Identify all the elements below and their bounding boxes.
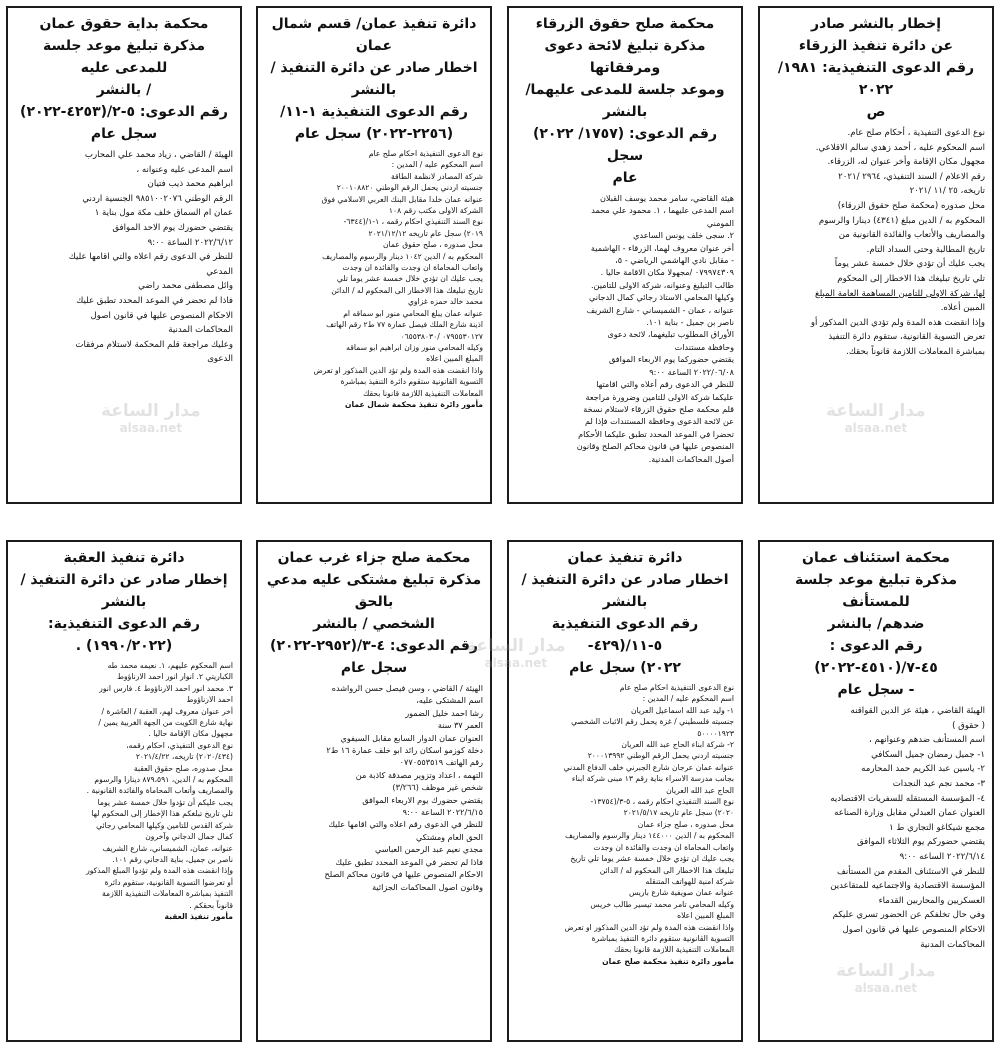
body-line: المحاكمات المدنية [168, 325, 233, 336]
body-line: العمر ٣٧ سنة [437, 720, 483, 731]
body-line: شركة القدس للتامين وكيلها المحامي رجائي [96, 820, 233, 830]
notice-heading [516, 13, 734, 189]
heading-line: إخطار صادر عن دائرة التنفيذ / بالنشر [20, 572, 228, 610]
body-line: ٢٠٢٢/٠٦/٠٨ الساعة ٩:٠٠ [649, 366, 734, 377]
body-line: نوع الدعوى التنفيذية ، أحكام صلح عام. [847, 128, 985, 138]
body-line: يجب عليك ان تؤدي خلال خمسة عشر يوما تلي [336, 274, 483, 284]
body-line: مجمع شيكاغو التجاري ط ١ [889, 822, 985, 833]
body-line: عنوانه عمان يبلغ المحامي منور ابو سماقه ام [343, 308, 483, 318]
body-line: واذا انقضت هذه المدة ولم تؤد الدين المذكور او تعرض [313, 365, 483, 375]
body-line: شركة المصادر لانظمة الطاقة [390, 171, 483, 181]
case-number: رقم الدعوى التنفيذية: [48, 616, 200, 632]
body-line: المومني [706, 217, 734, 228]
body-line: ٢- شركة ابناء الحاج عبد الله العريان [621, 740, 734, 750]
body-line: وإذا انقضت هذه المدة ولم تؤدوا المبلغ المذكور [86, 866, 233, 876]
signature-line: مأمور دائرة تنفيذ محكمة شمال عمان [345, 399, 483, 409]
watermark-arabic: مدار الساعة [466, 636, 566, 656]
notice-body [767, 704, 985, 952]
heading-line: مذكرة تبليغ لائحة دعوى ومرفقاتها [544, 38, 706, 76]
body-line: تلي تاريخ تبليغك هذا الاخطار إلى المحكوم [837, 273, 985, 284]
body-line: المحاكمات المدنية [920, 939, 985, 950]
case-number: رقم الدعوى التنفيذية: ١٩٨١/ ٢٠٢٢ [777, 60, 975, 98]
body-line: الاحكام المنصوص عليها في قانون اصول [842, 924, 985, 935]
body-line: اذينة شارع الملك فيصل عمارة ٧٧ ط٢ رقم الهاتف [326, 320, 483, 330]
notice-heading [767, 547, 985, 701]
body-line: بجانب مدرسة الاسراء بناية رقم ١٣ مبنى شركة ابناء [571, 774, 734, 784]
body-line: ٢. سجى خلف يونس الساعدي [633, 230, 734, 241]
body-line: للنظر في الدعوى رقم اعلاه والتي اقامها عليك [328, 819, 483, 830]
body-line: نوع الدعوى التنفيذية احكام صلح عام [368, 149, 483, 158]
heading-line: محكمة استئناف عمان [802, 550, 950, 566]
body-line: المبلغ المبين اعلاه [677, 911, 734, 921]
body-line: عليكما شركة الاولى للتامين وضرورة مراجعة [585, 391, 734, 402]
body-line: المعاملات التنفيذية اللازمة قانونا بحقك [614, 945, 734, 955]
body-line: ( حقوق ) [952, 720, 985, 731]
signature-line: مأمور دائرة تنفيذ محكمة صلح عمان [602, 956, 734, 966]
notice-body [265, 148, 483, 410]
notice-heading [15, 13, 233, 145]
body-line: جنسيته اردني يحمل الرقم الوطني ٢٠٠٠١٣٩٩٢ [587, 751, 734, 761]
body-line: المدعي [206, 266, 233, 277]
notice-execution-north-amman [256, 6, 492, 504]
body-line: الهيئة / القاضي ، زياد محمد علي المحارب [84, 150, 233, 160]
body-line: اسم المشتكى عليه، [416, 695, 483, 706]
body-line: الكباريتي ٢. انوار انور احمد الارناؤوط [116, 672, 233, 682]
body-line: يجب عليكم أن تؤدوا خلال خمسة عشر يوما [97, 797, 233, 807]
body-line: نوع الدعوى التنفيذية احكام صلح عام [619, 683, 734, 692]
body-line: التنفيذ بمباشرة المعاملات التنفيذية اللازمة [101, 889, 233, 899]
body-line: ٢٠٢٢/٦/١٤ الساعه ٩:٠٠ [899, 851, 985, 862]
watermark-latin: alsaa.net [854, 981, 918, 995]
heading-line: اخطار صادر عن دائرة التنفيذ / بالنشر [521, 572, 729, 610]
body-line: الاحكام المنصوص عليها في قانون اصول [90, 310, 233, 321]
notice-appeal-amman [758, 540, 994, 1042]
body-line: والمصاريف والأتعاب والفائدة القانونية من [838, 230, 985, 241]
body-line: (٢٠٢٠/٤٣٤) تاريخه، ٢٠٢١/٤/٢٢ [135, 752, 233, 762]
body-line: وإذا انقضت هذه المدة ولم تؤدي الدين المذكور أو [810, 317, 985, 328]
body-line: عمان ام السماق خلف مكة مول بناية ١ [94, 208, 233, 219]
body-line: شخص غير موظف (٣/٢٦٦) [392, 782, 483, 793]
body-line: ١- جميل رمضان جميل السكافي [871, 749, 985, 760]
body-line: نهاية شارع الكويت من الجهة الغربية يمين / [98, 718, 233, 728]
body-line: المحكوم به / الدين مبلغ (٤٣٤١) دينارا والرسوم [818, 215, 985, 226]
body-line: الشركة الاولى مكتب رقم ١٠٨ [388, 206, 483, 216]
body-line: عنوانه، عمان، الشميساني، شارع الشريف [102, 843, 233, 853]
body-line: بمباشرة المعاملات اللازمة قانوناً بحقك. [846, 346, 985, 357]
body-line: ٢- ياسين عبد الكريم حمد المحارمه [861, 764, 985, 775]
body-line: المحكوم به / الدين ١٠٤٢ دينار والرسوم والمصاريف [322, 251, 483, 261]
case-number: رقم الدعوى: ٤-٣/(٢٩٥٢-٢٠٢٢) [270, 638, 478, 654]
notice-first-instance-amman [6, 6, 242, 504]
heading-line: دائرة تنفيذ العقبة [63, 550, 185, 566]
body-line: يقتضي حضوركم يوم الثلاثاء الموافق [856, 837, 985, 848]
watermark-latin: alsaa.net [119, 421, 183, 435]
body-line: ٢٠٢٢/٦/١٢ الساعة ٩:٠٠ [147, 237, 233, 248]
body-line: احمد الارناؤوط [186, 695, 233, 705]
body-line: يقتضي حضوركما يوم الاربعاء الموافق [608, 354, 734, 365]
body-line: الهيئة / القاضي ، وسن فيصل حسن الرواشده [331, 683, 483, 693]
body-line: ابراهيم محمد ذيب فتيان [147, 179, 233, 190]
heading-line: إخطار بالنشر صادر [810, 16, 942, 32]
notice-heading [767, 13, 985, 123]
body-line: ٣- محمد نجم عيد النجدات [892, 778, 985, 789]
body-line: يقتضي حضورك يوم الاحد الموافق [112, 222, 233, 233]
heading-line: وموعد جلسة للمدعى عليهما/بالنشر [525, 82, 725, 120]
body-line: الهيئة القاضي ، هيئة عز الدين القواقنه [850, 706, 985, 716]
body-line: اسم المدعى عليه وعنوانه ، [136, 164, 233, 175]
body-line: ٤- المؤسسة المستقله للسفريات الاقتصاديه [830, 793, 985, 804]
body-line: جنسيته اردني يحمل الرقم الوطني ٢٠٠١٠٨٨٢٠ [336, 183, 483, 193]
body-line: تاريخ المطالبة وحتى السداد التام. [866, 244, 985, 255]
watermark-arabic: مدار الساعة [826, 401, 926, 421]
body-line: والمصاريف وأتعاب المحاماة والفائدة القانونية . [86, 786, 233, 796]
case-number: رقم الدعوى: (١٧٥٧/ ٢٠٢٢) سجل [532, 126, 718, 164]
notice-body [15, 660, 233, 922]
body-line: الاحكام المنصوص عليها في قانون محاكم الصلح [324, 869, 483, 880]
heading-line: عن دائرة تنفيذ الزرقاء [798, 38, 954, 54]
heading-line: دائرة تنفيذ عمان/ قسم شمال عمان [271, 16, 477, 54]
body-line: شركة امنية للهواتف المتنقله [645, 876, 734, 886]
notice-heading [516, 547, 734, 679]
body-line: مجهول مكان الإقامة حاليا . [148, 729, 233, 739]
body-line: اسم المستأنف ضدهم وعنوانهم ، [869, 735, 985, 746]
body-line: رقم الاعلام / السند التنفيذي، ٢٩٦٤ /٢٠٢١ [838, 171, 985, 182]
body-line: عنوانه عمان صويفية شارع باريس [629, 888, 734, 898]
heading-line: عام [612, 170, 638, 186]
body-line: نوع السند التنفيذي احكام رقمه ، ١-١/(٦٣٤٤- [343, 217, 483, 227]
body-line: محمد خالد حمزه غزاوي [407, 297, 483, 307]
body-line: ٣. محمد انور احمد الارناؤوط ٤. فارس انور [99, 683, 233, 693]
body-line: تعرض التسوية القانونية، ستقوم دائرة التنفيذ [828, 332, 985, 343]
body-line: محل صدوره، صلح حقوق العقبة [133, 763, 233, 773]
heading-line: سجل عام [340, 660, 408, 676]
watermark-arabic: مدار الساعة [836, 961, 936, 981]
body-line: المحكوم به / الدين ١٤٤٠٠٠ دينار والرسوم والمصاريف [564, 831, 734, 841]
body-line: وائل مصطفى محمد راضي [138, 281, 233, 292]
notice-body [265, 682, 483, 893]
body-line: عنوانه ، عمان - الشميساني - شارع الشريف [586, 304, 734, 315]
body-line: المبلغ المبين اعلاه [426, 354, 483, 364]
heading-line: الشخصي / بالنشر [313, 616, 435, 632]
body-line: التسوية القانونية ستقوم دائرة التنفيذ بمباشرة [340, 377, 483, 387]
body-line: المحكوم به / الدين، ٨٧٩،٥٩١ دينارا والرسوم [94, 775, 233, 785]
heading-line: محكمة صلح حقوق الزرقاء [535, 16, 715, 32]
body-line: ٠٧٩٥٥٣٠١٢٧ /٠٦٥٥٣٨٠٣٠ [400, 331, 483, 341]
body-line: للنظر في الدعوى رقم أعلاه والتي اقامتها [596, 379, 734, 390]
body-line: نوع الدعوى التنفيذي، احكام رقمه، [126, 740, 233, 750]
body-line: الأوراق المطلوب تبليغهما، لائحة دعوى [607, 329, 734, 340]
body-line: هيئة القاضي، سامر محمد يوسف القبلان [599, 193, 734, 203]
case-number: رقم الدعوى : ٤٥-٧/(٤٥١٠-٢٠٢٢) [814, 638, 938, 676]
body-line: رشا احمد خليل الضمور [405, 707, 483, 718]
body-line: محل صدوره ، صلح حقوق عمان [382, 240, 483, 250]
body-line: العنوان عمان الدوار السابع مقابل السيفوي [340, 732, 483, 743]
body-line: العنوان عمان العبدلي مقابل وزارة الصناعه [834, 808, 985, 819]
body-line: اسم المحكوم عليه ، أحمد زهدي سالم الاقلاعي. [815, 142, 985, 153]
body-line: دخلة كوزمو اسكان رائد ابو خلف عمارة ١٦ ط٢ [326, 745, 483, 756]
body-line: ٢٠٢٠) سجل عام تاريخه ٢٠٢١/٥/١٧ [623, 808, 734, 818]
body-line: وحافظة مستندات [674, 341, 734, 352]
body-line: قانوناً بحقكم . [189, 900, 233, 910]
body-line: ٥٠٠٠٠١٩٢٣ [697, 728, 734, 738]
watermark-arabic: مدار الساعة [101, 401, 201, 421]
heading-line: مذكرة تبليغ مشتكى عليه مدعي بالحق [266, 572, 482, 610]
body-line: عنوانه عمان خلدا مقابل البنك العربي الاسلامي فوق [321, 194, 483, 204]
body-line: رقم الهاتف ٠٧٧٠٥٥٣٥١٩ [399, 757, 483, 768]
body-line: فاذا لم تحضر في الموعد المحدد تطبق عليك [335, 856, 483, 867]
body-line: فاذا لم تحضر في الموعد المحدد تطبق عليك [76, 295, 233, 306]
body-line: واتعاب المحاماة ان وجدت والفائدة ان وجدت [342, 263, 483, 273]
body-line: كمال جمال الدجاني وآخرون [145, 832, 233, 842]
notice-heading [265, 547, 483, 679]
notice-execution-amman [507, 540, 743, 1042]
body-line: تبليغك هذا الاخطار الى المحكوم له / الدائن [599, 865, 734, 875]
body-line: عن لائحة الدعوى وحافظة المستندات فإذا لم [584, 416, 734, 427]
body-line: محل صدوره ، صلح جزاء عمان [637, 819, 734, 829]
case-number: (٢٢٥٦-٢٠٢٢) سجل عام [294, 126, 454, 142]
body-line: أو تعرضوا التسوية القانونية، ستقوم دائرة [104, 877, 233, 887]
body-line: للنظر في الاستئناف المقدم من المستأنف [836, 866, 985, 877]
notice-body [516, 192, 734, 465]
body-line: محل صدوره (محكمة صلح حقوق الزرقاء) [837, 200, 985, 211]
body-line: وكيلها المحامي الاستاذ رجائي كمال الدجاني [589, 292, 734, 303]
heading-line: مذكرة تبليغ موعد جلسة للمستأنف [794, 572, 958, 610]
heading-line: محكمة بداية حقوق عمان [39, 16, 209, 32]
body-line: اسم المحكوم عليه / المدين : [642, 694, 734, 704]
body-line: تاريخه، ٢٥ /١١ /٢٠٢١ [909, 186, 985, 197]
body-line: الرقم الوطني ٩٨٥١٠٠٢٠٧٦ الجنسية اردني [82, 193, 233, 204]
heading-line: دائرة تنفيذ عمان [567, 550, 683, 566]
heading-line: ص [866, 104, 886, 120]
body-line: وكيله المحامي منور وزان ابراهيم ابو سماقه [346, 342, 483, 352]
notice-body [15, 148, 233, 367]
body-line: تلي تاريخ تبلغكم هذا الإخطار إلى المحكوم لها [91, 809, 233, 819]
body-line: ٠٧٩٩٧٤٣٠٩ /مجهولا مكان الاقامة حاليا . [600, 267, 734, 278]
notice-body [767, 126, 985, 360]
body-line: تاريخ تبليغك هذا الاخطار الى المحكوم له / الدائن [331, 285, 483, 295]
notice-body [516, 682, 734, 967]
notice-conciliation-zarqa [507, 6, 743, 504]
body-line: مجدي نعيم عبد الرحمن العباسي [374, 844, 483, 855]
body-line: نوع السند التنفيذي احكام رقمه ، ٥-٣/(١٣٧٥٤- [590, 797, 734, 807]
body-line: الدعوى [207, 354, 233, 365]
body-line: وكيله المحامي تامر محمد تيسير طالب خريس [590, 899, 734, 909]
body-line: المؤسسة الاقتصادية والاجتماعيه للمتقاعدين [830, 881, 985, 892]
body-line: وقانون اصول المحاكمات الجزائية [372, 881, 483, 892]
body-line: العسكريين والمحاربين القدماء [878, 895, 985, 906]
body-line: الحق العام ومشتكي [415, 831, 483, 842]
body-line: للنظر في الدعوى رقم اعلاه والتي اقامها عليك [68, 252, 233, 263]
body-line: طالب التبليغ وعنوانه، شركة الاولى للتامين. [590, 279, 734, 290]
body-line: لها، شركة الاولى للتامين المساهمة العامة المبلغ [815, 288, 985, 299]
body-line: واتعاب المحاماة ان وجدت والفائدة ان وجدت [593, 842, 734, 852]
body-line: وعليك مراجعة قلم المحكمة لاستلام مرفقات [75, 339, 233, 350]
body-line: ناصر بن جميل، بناية الدجاني رقم ١٠١. [112, 854, 233, 864]
body-line: اسم المحكوم عليهم، ١. نعيمه محمد طه [107, 661, 233, 670]
heading-line: مذكرة تبليغ موعد جلسة للمدعى عليه [42, 38, 206, 76]
notice-heading [265, 13, 483, 145]
body-line: - مقابل نادي الهاشمي الرياضي - ٥، [615, 255, 734, 266]
heading-line: - سجل عام [837, 682, 915, 698]
case-number: رقم الدعوى التنفيذية ١-١١/ [280, 104, 468, 120]
body-line: ٢٠١٩) سجل عام تاريخه ٢٠٢١/١٢/١٢ [368, 228, 483, 238]
body-line: يقتضي حضورك يوم الاربعاء الموافق [362, 794, 483, 805]
heading-line: ضدهم/ بالنشر [827, 616, 925, 632]
notices-grid [6, 6, 994, 1044]
body-line: ناصر بن جميل - بناية ١٠١. [646, 317, 734, 328]
body-line: اسم المدعى عليهما ، ١. محمود علي محمد [591, 205, 734, 216]
body-line: المنصوص عليها في قانون محاكم الصلح وقانون [576, 441, 734, 452]
body-line: جنسيته فلسطيني / غزة يحمل رقم الاثبات الشخصي [571, 717, 734, 727]
notice-execution-aqaba [6, 540, 242, 1042]
body-line: ٢٠٢٢/٦/١٥ الساعة ٩:٠٠ [402, 807, 483, 818]
case-number: رقم الدعوى التنفيذية ٥-١١/(٤٢٩- [551, 616, 699, 654]
body-line: الحاج عبد الله العريان [666, 785, 734, 795]
heading-line: سجل عام [90, 126, 158, 142]
body-line: عنوانه عمان عرجان شارع الجبرني خلف الدفاع المدني [563, 762, 734, 772]
notice-heading [15, 547, 233, 657]
body-line: المعاملات التنفيذية اللازمة قانونا بحقك [363, 388, 483, 398]
body-line: أخر عنوان معروف لهما، الزرقاء - الهاشمية [590, 242, 734, 253]
body-line: وفي حال تخلفكم عن الحضور تسري عليكم [832, 910, 985, 921]
body-line: واذا انقضت هذه المدة ولم تؤد الدين المذكور او تعرض [564, 922, 734, 932]
heading-line: اخطار صادر عن دائرة التنفيذ / بالنشر [270, 60, 478, 98]
body-line: التهمه ، اعداد وتزوير مصدقة كاذبة من [355, 769, 483, 780]
body-line: تحضرا في الموعد المحدد تطبق عليكما الأحكام [578, 428, 734, 439]
body-line: أخر عنوان معروف لهم، العقبة / العاشرة / [101, 706, 233, 716]
body-line: المبين أعلاه. [940, 303, 985, 314]
heading-line: محكمة صلح جزاء غرب عمان [277, 550, 471, 566]
body-line: يجب عليك ان تؤدي خلال خمسة عشر يوما تلي تاريخ [570, 854, 734, 864]
case-number: رقم الدعوى: ٥-٢/(٤٢٥٣-٢٠٢٢) [20, 104, 228, 120]
body-line: التسوية القانونية ستقوم دائرة التنفيذ بمباشرة [591, 933, 734, 943]
notice-criminal-conciliation-west-amman [256, 540, 492, 1042]
watermark-latin: alsaa.net [844, 421, 908, 435]
body-line: مجهول مكان الإقامة وأخر عنوان له، الزرقاء. [827, 157, 985, 168]
watermark-latin: alsaa.net [484, 656, 548, 670]
signature-line: مأمور تنفيذ العقبة [164, 911, 233, 921]
body-line: يجب عليك أن تؤدي خلال خمسة عشر يوماً [834, 259, 985, 270]
body-line: ١- وليد عبد الله اسماعيل العريان [630, 705, 734, 715]
body-line: أصول المحاكمات المدنية. [648, 453, 734, 464]
case-number: ٢٠٢٢) سجل عام [569, 660, 681, 676]
body-line: اسم المحكوم عليه / المدين : [391, 160, 483, 170]
notice-execution-zarqa [758, 6, 994, 504]
body-line: قلم محكمة صلح حقوق الزرقاء لاستلام نسخة [583, 403, 734, 414]
heading-line: / بالنشر [96, 82, 152, 98]
case-number: (١٩٩٠/٢٠٢٢) . [75, 638, 173, 654]
